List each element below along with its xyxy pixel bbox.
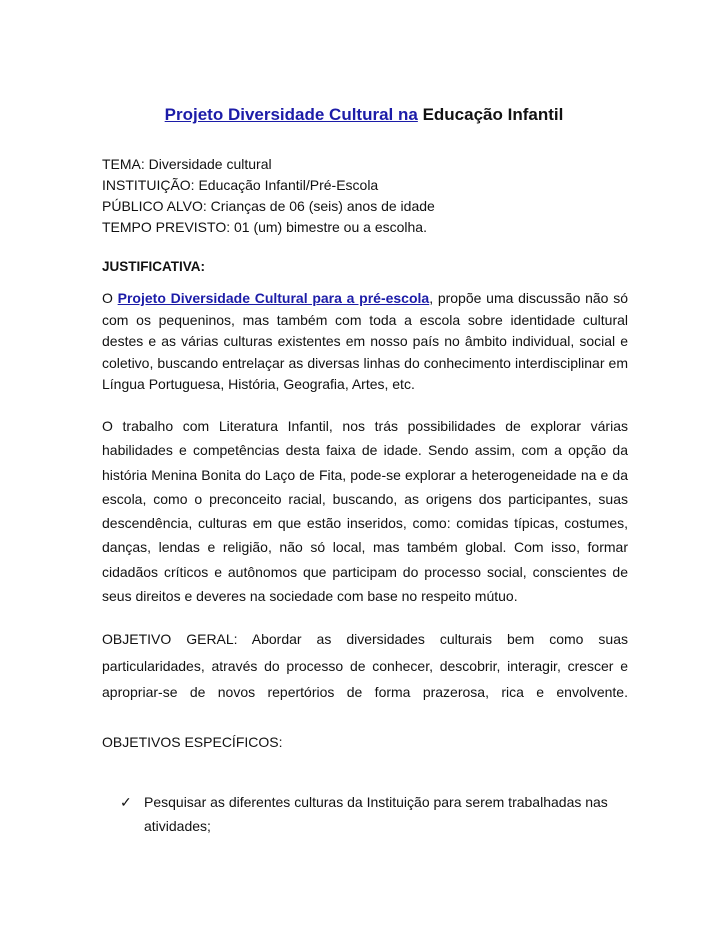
justificativa-paragraph-1 [102, 288, 628, 396]
page-title [0, 104, 728, 126]
meta-instituicao: INSTITUIÇÃO: Educação Infantil/Pré-Escola [102, 177, 379, 193]
meta-publico-alvo: PÚBLICO ALVO: Crianças de 06 (seis) anos de idade [102, 198, 435, 214]
title-rest: Educação Infantil [422, 105, 564, 124]
justificativa-paragraph-2: O trabalho com Literatura Infantil, nos trás possibilidades de explorar várias habilidades e competências desta faixa de idade. Sendo assim, com a opção da história Menina Bonita do Laço de Fita, pode-se explorar a heterogeneidade na e da escola, como o preconceito racial, buscando, as origens dos participantes, suas descendência, culturas em que estão inseridos, como: comidas típicas, costumes, danças, lendas e religião, não só local, mas também global. Com isso, formar cidadãos críticos e autônomos que participam do processo social, conscientes de seus direitos e deveres na sociedade com base no respeito mútuo. [102, 418, 628, 605]
objetivo-geral-paragraph: OBJETIVO GERAL: Abordar as diversidades culturais bem como suas particularidades, através do processo de conhecer, descobrir, interagir, crescer e apropriar-se de novos repertórios de forma prazerosa, rica e envolvente. [102, 631, 628, 700]
title-link[interactable]: Projeto Diversidade Cultural na [164, 105, 418, 124]
checkmark-icon: ✓ [120, 794, 132, 810]
project-meta [102, 154, 642, 238]
meta-tema: TEMA: Diversidade cultural [102, 156, 272, 172]
objetivos-especificos-heading: OBJETIVOS ESPECÍFICOS: [102, 734, 283, 750]
justificativa-heading: JUSTIFICATIVA: [102, 259, 205, 274]
meta-tempo-previsto: TEMPO PREVISTO: 01 (um) bimestre ou a escolha. [102, 219, 427, 235]
list-item [120, 790, 630, 838]
p1-rest: , propõe uma discussão não só com os pequeninos, mas também com toda a escola sobre identidade cultural destes e as várias culturas existentes em nosso país no âmbito individual, social e coletivo, buscando entrelaçar as diversas linhas do conhecimento interdisciplinar em Língua Portuguesa, História, Geografia, Artes, etc. [102, 290, 628, 393]
p1-prefix: O [102, 290, 113, 306]
p1-project-link[interactable]: Projeto Diversidade Cultural para a pré-escola [117, 290, 430, 306]
list-item-text: Pesquisar as diferentes culturas da Instituição para serem trabalhadas nas atividades; [144, 794, 608, 834]
